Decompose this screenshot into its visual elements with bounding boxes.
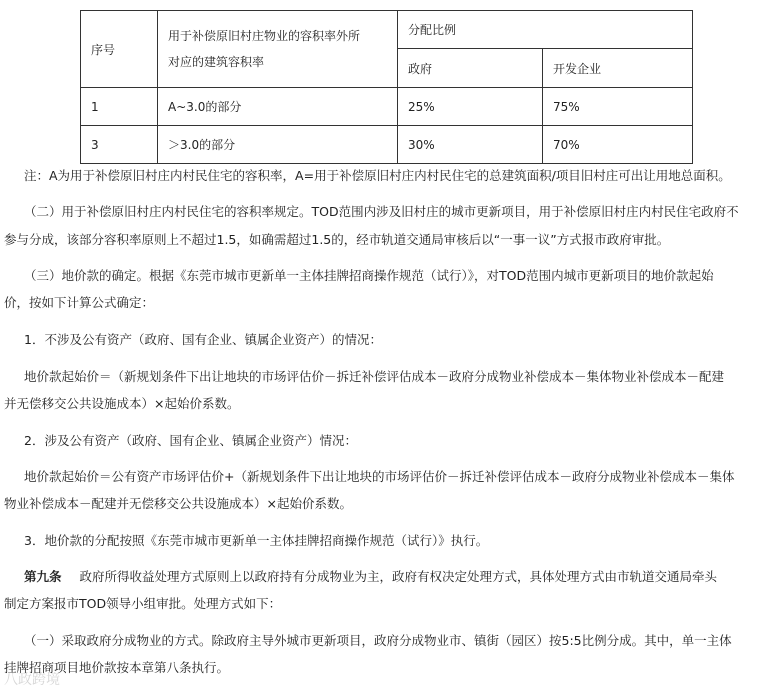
cell-range: ＞3.0的部分 xyxy=(158,126,398,164)
header-far-line1: 用于补偿原旧村庄物业的容积率外所 xyxy=(168,29,361,43)
cell-dev: 75% xyxy=(543,88,693,126)
article-line xyxy=(24,569,717,585)
header-far xyxy=(158,11,398,88)
cell-no: 1 xyxy=(81,88,158,126)
paragraph-line: 挂牌招商项目地价款按本章第八条执行。 xyxy=(4,660,230,675)
header-far-line2: 对应的建筑容积率 xyxy=(168,55,265,69)
header-dev: 开发企业 xyxy=(543,49,693,88)
table-row xyxy=(81,126,693,164)
article-text: 政府所得收益处理方式原则上以政府持有分成物业为主，政府有权决定处理方式，具体处理方式由市轨道交通局牵头 xyxy=(79,569,718,584)
cell-gov: 30% xyxy=(398,126,543,164)
paragraph-line: （三）地价款的确定。根据《东莞市城市更新单一主体挂牌招商操作规范（试行）》，对TOD范围内城市更新项目的地价款起始 xyxy=(24,268,714,283)
allocation-table xyxy=(80,10,693,164)
paragraph-line: （二）用于补偿原旧村庄内村民住宅的容积率规定。TOD范围内涉及旧村庄的城市更新项目，用于补偿原旧村庄内村民住宅政府不 xyxy=(24,204,739,219)
paragraph-line: 物业补偿成本－配建并无偿移交公共设施成本）×起始价系数。 xyxy=(4,496,352,511)
paragraph-line: 2．涉及公有资产（政府、国有企业、镇属企业资产）情况： xyxy=(24,433,357,448)
paragraph-line: 地价款起始价＝（新规划条件下出让地块的市场评估价－拆迁补偿评估成本－政府分成物业补偿成本－集体物业补偿成本－配建 xyxy=(24,369,725,384)
paragraph-line: 地价款起始价＝公有资产市场评估价+（新规划条件下出让地块的市场评估价－拆迁补偿评估成本－政府分成物业补偿成本－集体 xyxy=(24,469,735,484)
paragraph-line: 参与分成，该部分容积率原则上不超过1.5，如确需超过1.5的，经市轨道交通局审核后以“一事一议”方式报市政府审批。 xyxy=(4,232,670,247)
watermark-logo: 八政跨境 xyxy=(4,672,60,688)
cell-range: A~3.0的部分 xyxy=(158,88,398,126)
paragraph-line: 制定方案报市TOD领导小组审批。处理方式如下： xyxy=(4,596,282,611)
article-title: 第九条 xyxy=(24,569,62,584)
cell-gov: 25% xyxy=(398,88,543,126)
cell-dev: 70% xyxy=(543,126,693,164)
table-row xyxy=(81,88,693,126)
table-note: 注：A为用于补偿原旧村庄内村民住宅的容积率，A=用于补偿原旧村庄内村民住宅的总建筑面积/项目旧村庄可出让用地总面积。 xyxy=(24,168,731,183)
header-ratio: 分配比例 xyxy=(398,11,693,49)
paragraph-line: 价，按如下计算公式确定： xyxy=(4,295,155,310)
header-gov: 政府 xyxy=(398,49,543,88)
paragraph-line: 1．不涉及公有资产（政府、国有企业、镇属企业资产）的情况： xyxy=(24,332,382,347)
paragraph-line: 3．地价款的分配按照《东莞市城市更新单一主体挂牌招商操作规范（试行）》执行。 xyxy=(24,533,489,548)
paragraph-line: 并无偿移交公共设施成本）×起始价系数。 xyxy=(4,396,240,411)
paragraph-line: （一）采取政府分成物业的方式。除政府主导外城市更新项目，政府分成物业市、镇街（园区）按5:5比例分成。其中，单一主体 xyxy=(24,633,732,648)
cell-no: 3 xyxy=(81,126,158,164)
header-no: 序号 xyxy=(81,11,158,88)
